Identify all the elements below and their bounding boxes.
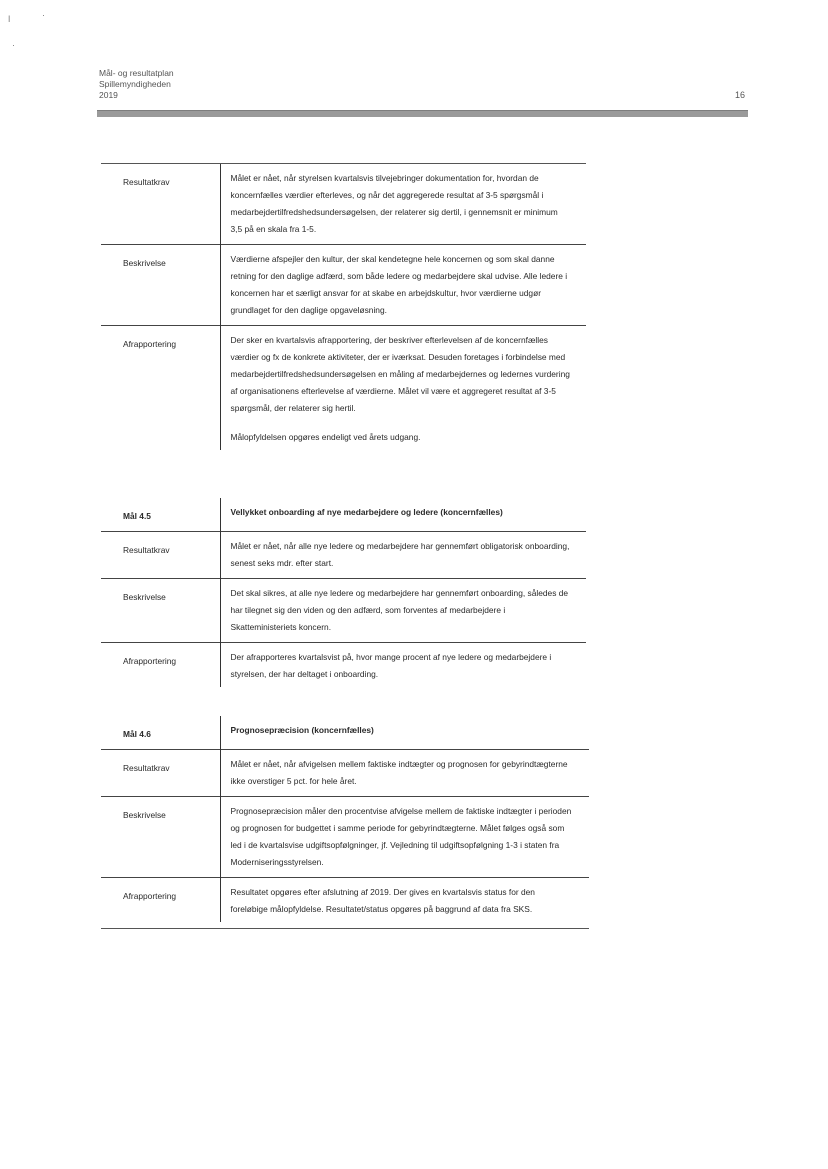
document-header [99, 68, 174, 101]
scan-speck: · [12, 40, 15, 50]
row-label: Resultatkrav [101, 750, 220, 797]
table-row [101, 643, 586, 688]
header-line-year: 2019 [99, 90, 118, 100]
row-content: Målet er nået, når styrelsen kvartalsvis tilvejebringer dokumentation for, hvordan de koncernfælles værdier efterleves, og når det aggregerede resultat af 3-5 spørgsmål i medarbejdertilfredshedsundersøgelsen, der relaterer sig dertil, i gennemsnit er minimum 3,5 på en skala fra 1-5. [220, 164, 586, 245]
table-row [101, 797, 589, 878]
table-row [101, 579, 586, 643]
row-content: Det skal sikres, at alle nye ledere og medarbejdere har gennemført onboarding, således de har tilegnet sig den viden og den adfærd, som forventes af medarbejdere i Skatteministeriets koncern. [220, 579, 586, 643]
goal-table-4-6 [101, 716, 589, 922]
row-label: Resultatkrav [101, 164, 220, 245]
table-bottom-rule [101, 928, 589, 929]
row-text-conclusion: Målopfyldelsen opgøres endeligt ved årets udgang. [230, 432, 421, 442]
goal-title: Vellykket onboarding af nye medarbejdere og ledere (koncernfælles) [220, 498, 586, 532]
table-header-row [101, 716, 589, 750]
row-label: Afrapportering [101, 878, 220, 923]
table-row [101, 326, 586, 451]
table-row [101, 164, 586, 245]
goal-label: Mål 4.6 [123, 729, 151, 739]
scan-speck: ǀ [8, 14, 11, 24]
row-content: Målet er nået, når alle nye ledere og medarbejdere har gennemført obligatorisk onboarding, senest seks mdr. efter start. [220, 532, 586, 579]
row-label: Afrapportering [101, 326, 220, 451]
header-rule [97, 110, 748, 117]
row-text: Der sker en kvartalsvis afrapportering, der beskriver efterlevelsen af de koncernfælles værdier og fx de konkrete aktiviteter, der er iværksat. Desuden foretages i forbindelse med medarbejdertilfredshedsundersøgelsen en måling af medarbejdernes og ledernes vurdering af organisationens efterlevelse af værdierne. Målet vil være et aggregeret resultat af 3-5 spørgsmål, der relaterer sig hertil. [230, 335, 570, 413]
table-row [101, 750, 589, 797]
row-label: Afrapportering [101, 643, 220, 688]
goal-label: Mål 4.5 [123, 511, 151, 521]
goal-title: Prognosepræcision (koncernfælles) [220, 716, 589, 750]
row-label: Beskrivelse [101, 579, 220, 643]
scan-speck: · [42, 10, 45, 20]
row-label: Resultatkrav [101, 532, 220, 579]
goal-table-4-5 [101, 498, 586, 687]
row-content: Prognosepræcision måler den procentvise afvigelse mellem de faktiske indtægter i perioden og prognosen for budgettet i samme periode for gebyrindtægterne. Målet følges også som led i de kvartalsvise udgiftsopfølgninger, jf. Vejledning til udgiftsopfølgning 1-3 i staten fra Moderniseringsstyrelsen. [220, 797, 589, 878]
row-content: Målet er nået, når afvigelsen mellem faktiske indtægter og prognosen for gebyrindtægterne ikke overstiger 5 pct. for hele året. [220, 750, 589, 797]
goal-table-continued [101, 163, 586, 450]
table-row [101, 878, 589, 923]
table-row [101, 245, 586, 326]
row-content: Værdierne afspejler den kultur, der skal kendetegne hele koncernen og som skal danne retning for den daglige adfærd, som både ledere og medarbejdere skal udvise. Alle ledere i koncernen har et særligt ansvar for at skabe en arbejdskultur, hvor værdierne udgør grundlaget for den daglige opgaveløsning. [220, 245, 586, 326]
row-label: Beskrivelse [101, 245, 220, 326]
table-row [101, 532, 586, 579]
row-content: Resultatet opgøres efter afslutning af 2019. Der gives en kvartalsvis status for den foreløbige målopfyldelse. Resultatet/status opgøres på baggrund af data fra SKS. [220, 878, 589, 923]
table-header-row [101, 498, 586, 532]
header-line-agency: Spillemyndigheden [99, 79, 171, 89]
header-line-plan: Mål- og resultatplan [99, 68, 174, 78]
row-content [220, 326, 586, 451]
row-label: Beskrivelse [101, 797, 220, 878]
page-number: 16 [735, 90, 746, 100]
row-content: Der afrapporteres kvartalsvist på, hvor mange procent af nye ledere og medarbejdere i styrelsen, der har deltaget i onboarding. [220, 643, 586, 688]
